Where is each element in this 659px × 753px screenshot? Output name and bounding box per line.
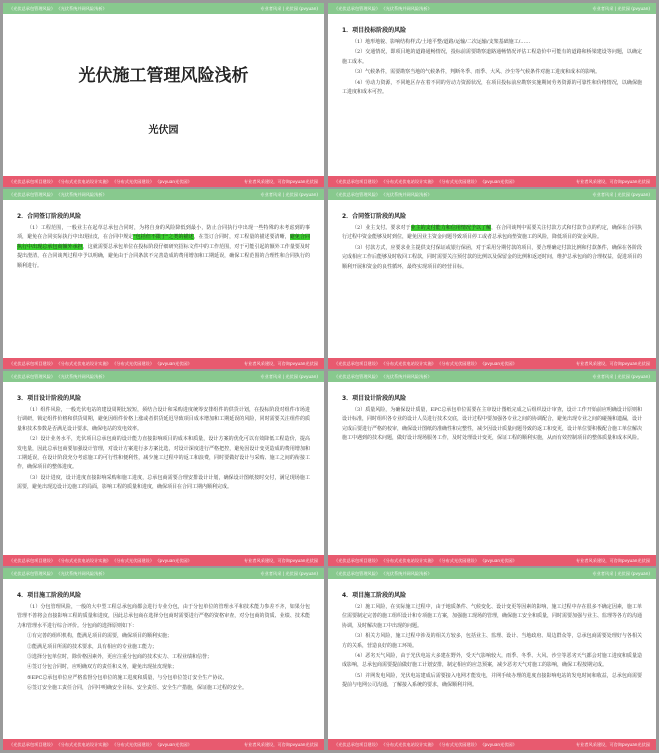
paragraph: （1）地形地貌、影响结构样式/土地平整/道路/运输/二次运输/支架基础施工/…… (352, 39, 531, 45)
highlighted-text: 总承包商额外承担 (42, 243, 83, 250)
paragraph: （4）劳动力资源，不同地区存在着不同的劳动力资源状况，在项目投标前应勘察实施期间劳务资源的可靠性和价格情况，以确保施工进度和成本可控。 (342, 79, 642, 96)
header-right-text: 专业者风采 | 光伏园 (pvyuan) (592, 192, 650, 197)
paragraph: （1）分包管理风险，一般的大中型工程总承包商都会进行专业分包，由于分包单位的管理水平和技术能力参差不齐，如果分包管理不善将会直接影响工程的质量和进度，因此总承包商在选择分包商时需要进行严格的资格审查，对分包商的资质、业绩、技术能力和管理水平进行综合评价。分包商的选择原则如下： (17, 604, 310, 629)
text-run: （1）工程范围，一般业主在起草总承包合同时，为将自身的风险降低到最小，防止合同执行中出现一些特殊的未考虑到的事项，避免在合同实际执行中出现扯皮，在合同中规定 (17, 225, 310, 241)
header-left-text: 《光伏总承包管理风险》 《光伏系统并网风险浅析》 (9, 192, 107, 197)
footer-right-text: 专业者风采建设，可咨询pvyuan光伏园 (575, 558, 650, 563)
section-heading: 3．项目设计阶段的风险 (342, 395, 407, 402)
header-right-text: 专业者风采 | 光伏园 (pvyuan) (260, 571, 318, 576)
page-header (328, 371, 656, 382)
doc-page-3 (3, 189, 324, 369)
header-left-text: 《光伏总承包管理风险》 《光伏系统并网风险浅析》 (334, 571, 432, 576)
paragraph: （1）组件风险，一般光伏电站的建设周期比较短，须结合设计和采购进度统筹安排组件的供货计划，在投标阶段对组件市场进行调研，锁定组件价格和供货周期，避免因组件价格上涨或者供货延迟导致项目成本增加和工期延误的风险，同时需要关注组件的质量和技术参数是否满足设计要求，确保电站的发电效率。 (17, 407, 310, 432)
doc-page-4 (328, 189, 656, 369)
paragraph (17, 224, 310, 271)
highlighted-text: "包括但不限于"之类的描述 (133, 234, 194, 241)
text-run: ，在合同谈判中需要关注付款方式和付款节点的约定，确保在合同执行过程中资金能够及时到位，避免因业主资金问题导致项目停工或者总承包商垫资施工的风险，降低项目的资金风险。 (342, 225, 642, 241)
section-heading: 4．项目施工阶段的风险 (17, 592, 82, 599)
text-run: ，在签订合同时，对工程量的描述要清晰， (193, 234, 290, 241)
footer-right-text: 专业者风采建设，可咨询pvyuan光伏园 (243, 558, 318, 563)
page-content (342, 586, 642, 734)
footer-left-text: 《光伏总承包项目建设》 《分布式光伏电站设计实施》 《分布式光伏园建设》 《pvyuan光伏园》 (9, 179, 192, 184)
page-content (342, 21, 642, 171)
page-content (342, 207, 642, 353)
page-content (17, 207, 310, 353)
section-heading: 2．合同签订阶段的风险 (342, 213, 407, 220)
header-left-text: 《光伏总承包管理风险》 《光伏系统并网风险浅析》 (334, 374, 432, 379)
paragraph: （2）设计业务水平，光伏项目总承包商的设计能力直接影响项目的成本和质量，设计方案的优化可以有效降低工程造价，提高发电量，因此总承包商要加强设计管理，对设计方案进行多方案比选，对设计深度进行严格把控，避免因设计变更造成的费用增加和工期延误，在设计阶段充分考虑施工的可行性和便利性，减少施工过程中的返工和浪费，同时要做好设计与采购、施工之间的衔接工作，确保项目的整体进度。 (17, 436, 310, 471)
paragraph: （2）交通情况，即项目地的道路通畅情况，投标前需要勘察道路通畅情况评估工程造价中可能有的道路和桥梁建设等问题，以确定施工成本。 (342, 49, 642, 65)
page-header (3, 189, 324, 200)
section-heading: 1．项目投标阶段的风险 (342, 27, 407, 34)
list-item: ③选择分包单位时，除价格因素外，更应注重分包商的技术实力、工程业绩和信誉； (27, 654, 213, 661)
page-footer (3, 739, 324, 750)
paragraph: （3）相关方风险，施工过程中涉及的相关方较多，包括业主、监理、设计、当地政府、周边群众等，总承包商需要处理好与各相关方的关系，营造良好的施工环境。 (342, 633, 642, 649)
footer-left-text: 《光伏总承包项目建设》 《分布式光伏电站设计实施》 《分布式光伏园建设》 《pvyuan光伏园》 (9, 361, 192, 366)
paragraph: （3）质量风险，为确保设计质量，EPC总承包单位需要在主审设计图纸完成之后组织设计审查，设计工作开始前应明确设计原则和设计标准，同时组织各专业的设计人员进行技术交底，设计过程中要加强各专业之间的协调配合，避免出现专业之间的碰撞和遗漏，设计完成后要进行严格的校审，确保设计图纸的准确性和完整性，减少因设计质量问题导致的返工和变更，设计单位要积极配合施工单位解决施工中遇到的技术问题，做好设计现场服务工作，及时处理设计变更，保证工程的顺利实施，从而有效控制项目的整体质量和成本风险。 (342, 407, 642, 442)
page-header (3, 371, 324, 382)
header-right-text: 专业者风采 | 光伏园 (pvyuan) (592, 6, 650, 11)
page-header (328, 568, 656, 579)
page-footer (3, 555, 324, 566)
paragraph: （5）并网发电风险，光伏电站建成后需要接入电网才能发电，并网手续办理的进度直接影响电站的发电时间和收益，总承包商需要提前与电网公司沟通，了解接入系统的要求，确保顺利并网。 (342, 672, 642, 689)
section-heading: 4．项目施工阶段的风险 (342, 592, 407, 599)
footer-left-text: 《光伏总承包项目建设》 《分布式光伏电站设计实施》 《分布式光伏园建设》 《pvyuan光伏园》 (9, 742, 192, 747)
list-item: ①有完善的组织机构，能满足项目的需要，确保项目的顺利实施； (27, 633, 173, 640)
doc-page-8 (328, 568, 656, 750)
footer-right-text: 专业者风采建设，可咨询pvyuan光伏园 (243, 179, 318, 184)
footer-left-text: 《光伏总承包项目建设》 《分布式光伏电站设计实施》 《分布式光伏园建设》 《pvyuan光伏园》 (334, 558, 517, 563)
document-author: 光伏园 (148, 125, 179, 136)
highlighted-text: 避免合同执行中出现 (17, 234, 310, 250)
list-item: ⑥签订安全施工责任合同，合同中明确安全目标、安全责任、安全生产措施，保证施工过程的安全。 (27, 685, 248, 692)
paragraph: （4）恶劣天气风险，由于光伏电站大多建在野外，受天气影响较大，雨季、冬季、大风、沙尘等恶劣天气都会对施工进度和质量造成影响，总承包商需要提前做好施工计划安排，制定相应的应急预案，减少恶劣天气对施工的影响，确保工程按期完成。 (342, 653, 642, 669)
footer-right-text: 专业者风采建设，可咨询pvyuan光伏园 (243, 361, 318, 366)
paragraph: （3）付款方式，应要求业主提供支付保证或银行保函，对于采用分期付款的项目，要合理确定付款比例和付款条件，确保在各阶段完成相应工作后能够及时收回工程款，同时需要关注预付款的比例以及保留金的比例和返还时间，维护总承包商的合理权益，促进项目的顺利开展和资金的良性循环，最终实现项目的经营目标。 (342, 244, 642, 270)
page-footer (3, 358, 324, 369)
paragraph: （3）设计进度，设计进度直接影响采购和施工进度，总承包商需要合理安排设计计划，确保设计图纸按时交付，满足现场施工需要，避免出现边设计边施工的局面，影响工程的质量和进度，确保项目在合同工期内顺利完成。 (17, 474, 310, 491)
header-right-text: 专业者风采 | 光伏园 (pvyuan) (260, 192, 318, 197)
footer-left-text: 《光伏总承包项目建设》 《分布式光伏电站设计实施》 《分布式光伏园建设》 《pvyuan光伏园》 (334, 361, 517, 366)
header-left-text: 《光伏总承包管理风险》 《光伏系统并网风险浅析》 (9, 374, 107, 379)
page-header (328, 3, 656, 14)
header-left-text: 《光伏总承包管理风险》 《光伏系统并网风险浅析》 (9, 6, 107, 11)
document-title: 光伏施工管理风险浅析 (78, 66, 249, 86)
header-right-text: 专业者风采 | 光伏园 (pvyuan) (260, 6, 318, 11)
header-left-text: 《光伏总承包管理风险》 《光伏系统并网风险浅析》 (334, 6, 432, 11)
doc-page-1 (3, 3, 324, 187)
page-header (3, 568, 324, 579)
list-item: ⑤EPC总承包单位应严格监督分包单位的施工进度和质量，与分包单位签订安全生产协议。 (27, 674, 228, 681)
page-footer (328, 176, 656, 187)
footer-left-text: 《光伏总承包项目建设》 《分布式光伏电站设计实施》 《分布式光伏园建设》 《pvyuan光伏园》 (334, 179, 517, 184)
page-footer (328, 555, 656, 566)
footer-right-text: 专业者风采建设，可咨询pvyuan光伏园 (575, 179, 650, 184)
header-right-text: 专业者风采 | 光伏园 (pvyuan) (260, 374, 318, 379)
doc-page-2 (328, 3, 656, 187)
footer-right-text: 专业者风采建设，可咨询pvyuan光伏园 (575, 361, 650, 366)
footer-right-text: 专业者风采建设，可咨询pvyuan光伏园 (575, 742, 650, 747)
page-footer (3, 176, 324, 187)
page-content (17, 586, 310, 734)
doc-page-5 (3, 371, 324, 566)
text-run: ，这就需要总承包单位在投标阶段仔细研究招标文件中的工作范围，对于可能引起的额外工作量要及时提出澄清，在合同谈判过程中予以明确，避免由于合同条款不完善造成的费用增加和工期延误，确保工程范围的合理性和合同执行的顺利进行。 (17, 243, 310, 269)
page-footer (328, 358, 656, 369)
page-content (17, 389, 310, 550)
header-left-text: 《光伏总承包管理风险》 《光伏系统并网风险浅析》 (334, 192, 432, 197)
footer-left-text: 《光伏总承包项目建设》 《分布式光伏电站设计实施》 《分布式光伏园建设》 《pvyuan光伏园》 (334, 742, 517, 747)
page-header (3, 3, 324, 14)
paragraph (342, 224, 642, 243)
list-item: ②能满足项目所需的技术要求，具有相应的专业施工能力； (27, 643, 158, 650)
section-heading: 2．合同签订阶段的风险 (17, 213, 82, 220)
footer-right-text: 专业者风采建设，可咨询pvyuan光伏园 (243, 742, 318, 747)
page-header (328, 189, 656, 200)
text-run: （2）业主支付。要求对于 (352, 225, 411, 231)
highlighted-text: 业主的支付能力和信用情况予以了解 (410, 225, 492, 231)
doc-page-7 (3, 568, 324, 750)
paragraph: （2）施工风险，在实际施工过程中，由于地质条件、气候变化、设计变更等因素的影响，施工过程中存在很多不确定因素，施工单位需要制定完善的施工组织设计和专项施工方案，加强施工现场的管理，确保施工安全和质量，同时需要加强与业主、监理等各方的沟通协调，及时解决施工中出现的问题。 (342, 604, 642, 629)
section-heading: 3．项目设计阶段的风险 (17, 395, 82, 402)
list-item: ④签订分包合同时，应明确双方的责任和义务，避免出现扯皮现象； (27, 664, 178, 671)
header-right-text: 专业者风采 | 光伏园 (pvyuan) (592, 571, 650, 576)
header-right-text: 专业者风采 | 光伏园 (pvyuan) (592, 374, 650, 379)
paragraph: （3）气候条件，需要勘察当地的气候条件，判断冬季、雨季、大风、沙尘等气候条件对施工进度和成本的影响。 (352, 69, 601, 76)
page-footer (328, 739, 656, 750)
footer-left-text: 《光伏总承包项目建设》 《分布式光伏电站设计实施》 《分布式光伏园建设》 《pvyuan光伏园》 (9, 558, 192, 563)
doc-page-6 (328, 371, 656, 566)
header-left-text: 《光伏总承包管理风险》 《光伏系统并网风险浅析》 (9, 571, 107, 576)
page-content (342, 389, 642, 550)
